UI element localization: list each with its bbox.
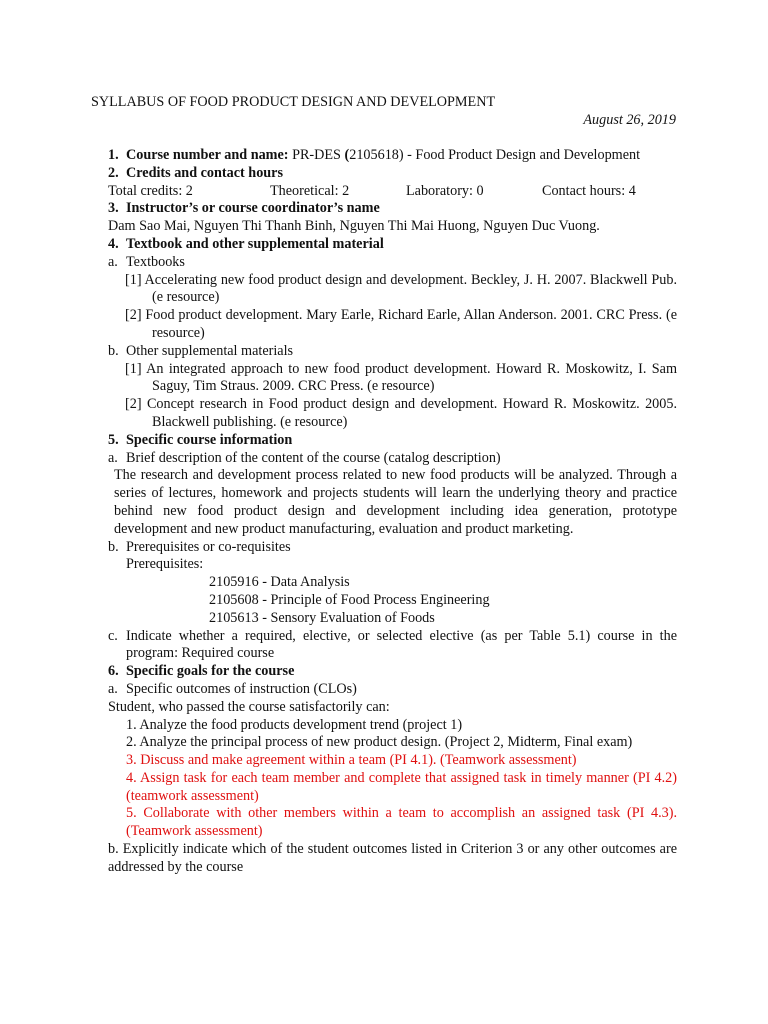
section-4-number: 4. (108, 235, 119, 252)
supplemental-ref-1: [1] An integrated approach to new food product development. Howard R. Moskowitz, I. Sam Saguy, Tim Straus. 2009. CRC Press. (e resource) (125, 360, 677, 395)
prerequisites-subheading (108, 539, 677, 557)
clo-item-teamwork: 5. Collaborate with other members within a team to accomplish an assigned task (PI 4.3). (Teamwork assessment) (126, 805, 677, 840)
supplemental-text: Other supplemental materials (126, 342, 294, 359)
document-body (108, 147, 677, 877)
clo-item: 1. Analyze the food products development trend (project 1) (126, 716, 463, 733)
section-2-number: 2. (108, 164, 119, 181)
supplemental-label: b. (108, 342, 119, 359)
catalog-description: The research and development process related to new food products will be analyzed. Through a series of lectures, homework and projects students will learn the underlying theory and practice behind new food product design and development including idea generation, prototype development and new product manufacturing, evaluation and product marketing. (114, 467, 677, 537)
catalog-text: Brief description of the content of the course (catalog description) (126, 449, 501, 466)
section-1 (108, 147, 677, 165)
contact-hours: Contact hours: 4 (542, 182, 636, 199)
section-4-heading-line (108, 236, 677, 254)
section-5-heading: Specific course information (126, 431, 293, 448)
section-1-number: 1. (108, 147, 119, 163)
total-credits: Total credits: 2 (108, 182, 193, 199)
section-3-heading-line (108, 200, 677, 218)
section-6-heading: Specific goals for the course (126, 663, 295, 680)
laboratory-credits: Laboratory: 0 (406, 182, 484, 199)
prerequisites-subheading-text: Prerequisites or co-requisites (126, 538, 291, 555)
section-3-heading: Instructor’s or course coordinator’s name (126, 200, 380, 217)
course-number-name: 2105618) - Food Product Design and Development (349, 147, 641, 163)
instructor-names: Dam Sao Mai, Nguyen Thi Thanh Binh, Nguyen Thi Mai Huong, Nguyen Duc Vuong. (108, 218, 600, 235)
catalog-description-subheading (108, 450, 677, 468)
clo-item-teamwork: 4. Assign task for each team member and complete that assigned task in timely manner (PI 4.2) (teamwork assessment) (126, 769, 677, 804)
document-date: August 26, 2019 (583, 112, 676, 128)
section-1-heading: Course number and name: (126, 147, 289, 163)
section-3-number: 3. (108, 200, 119, 217)
supplemental-ref-2: [2] Concept research in Food product design and development. Howard R. Moskowitz. 2005. Blackwell publishing. (e resource) (125, 396, 677, 430)
clo-item-teamwork: 3. Discuss and make agreement within a team (PI 4.1). (Teamwork assessment) (126, 752, 577, 769)
clos-subheading (108, 681, 677, 699)
course-type-label: c. (108, 627, 118, 644)
theoretical-credits: Theoretical: 2 (270, 182, 350, 199)
textbooks-text: Textbooks (126, 253, 185, 270)
clos-text: Specific outcomes of instruction (CLOs) (126, 680, 357, 697)
student-outcomes-paragraph: b. Explicitly indicate which of the student outcomes listed in Criterion 3 or any other outcomes are addressed by the course (108, 841, 677, 875)
prerequisite-item: 2105608 - Principle of Food Process Engineering (209, 591, 490, 608)
prerequisite-item: 2105613 - Sensory Evaluation of Foods (209, 609, 435, 626)
course-type-text: Indicate whether a required, elective, or selected elective (as per Table 5.1) course in the program: Required course (126, 627, 677, 662)
section-5-heading-line (108, 432, 677, 450)
clos-label: a. (108, 680, 118, 697)
credits-row (108, 183, 677, 201)
prerequisite-item: 2105916 - Data Analysis (209, 574, 350, 591)
catalog-label: a. (108, 449, 118, 466)
section-6-number: 6. (108, 663, 119, 680)
section-5-number: 5. (108, 431, 119, 448)
section-4-heading: Textbook and other supplemental material (126, 235, 384, 252)
course-code: PR-DES (288, 147, 345, 163)
section-2-heading-line (108, 165, 677, 183)
textbook-ref-2: [2] Food product development. Mary Earle, Richard Earle, Allan Anderson. 2001. CRC Press. (e resource) (125, 307, 677, 341)
prerequisites-label: Prerequisites: (126, 556, 204, 573)
course-paren: ( (344, 147, 350, 163)
section-2-heading: Credits and contact hours (126, 164, 283, 181)
document-title: SYLLABUS OF FOOD PRODUCT DESIGN AND DEVELOPMENT (91, 94, 496, 110)
textbooks-subheading (108, 254, 677, 272)
clo-item: 2. Analyze the principal process of new product design. (Project 2, Midterm, Final exam) (126, 734, 633, 751)
textbooks-label: a. (108, 253, 118, 270)
prerequisites-label-letter: b. (108, 538, 119, 555)
section-6-heading-line (108, 663, 677, 681)
clos-intro: Student, who passed the course satisfactorily can: (108, 698, 390, 715)
textbook-ref-1: [1] Accelerating new food product design and development. Beckley, J. H. 2007. Blackwell Pub. (e resource) (125, 271, 677, 306)
supplemental-subheading (108, 343, 677, 361)
course-type-item (108, 628, 677, 664)
